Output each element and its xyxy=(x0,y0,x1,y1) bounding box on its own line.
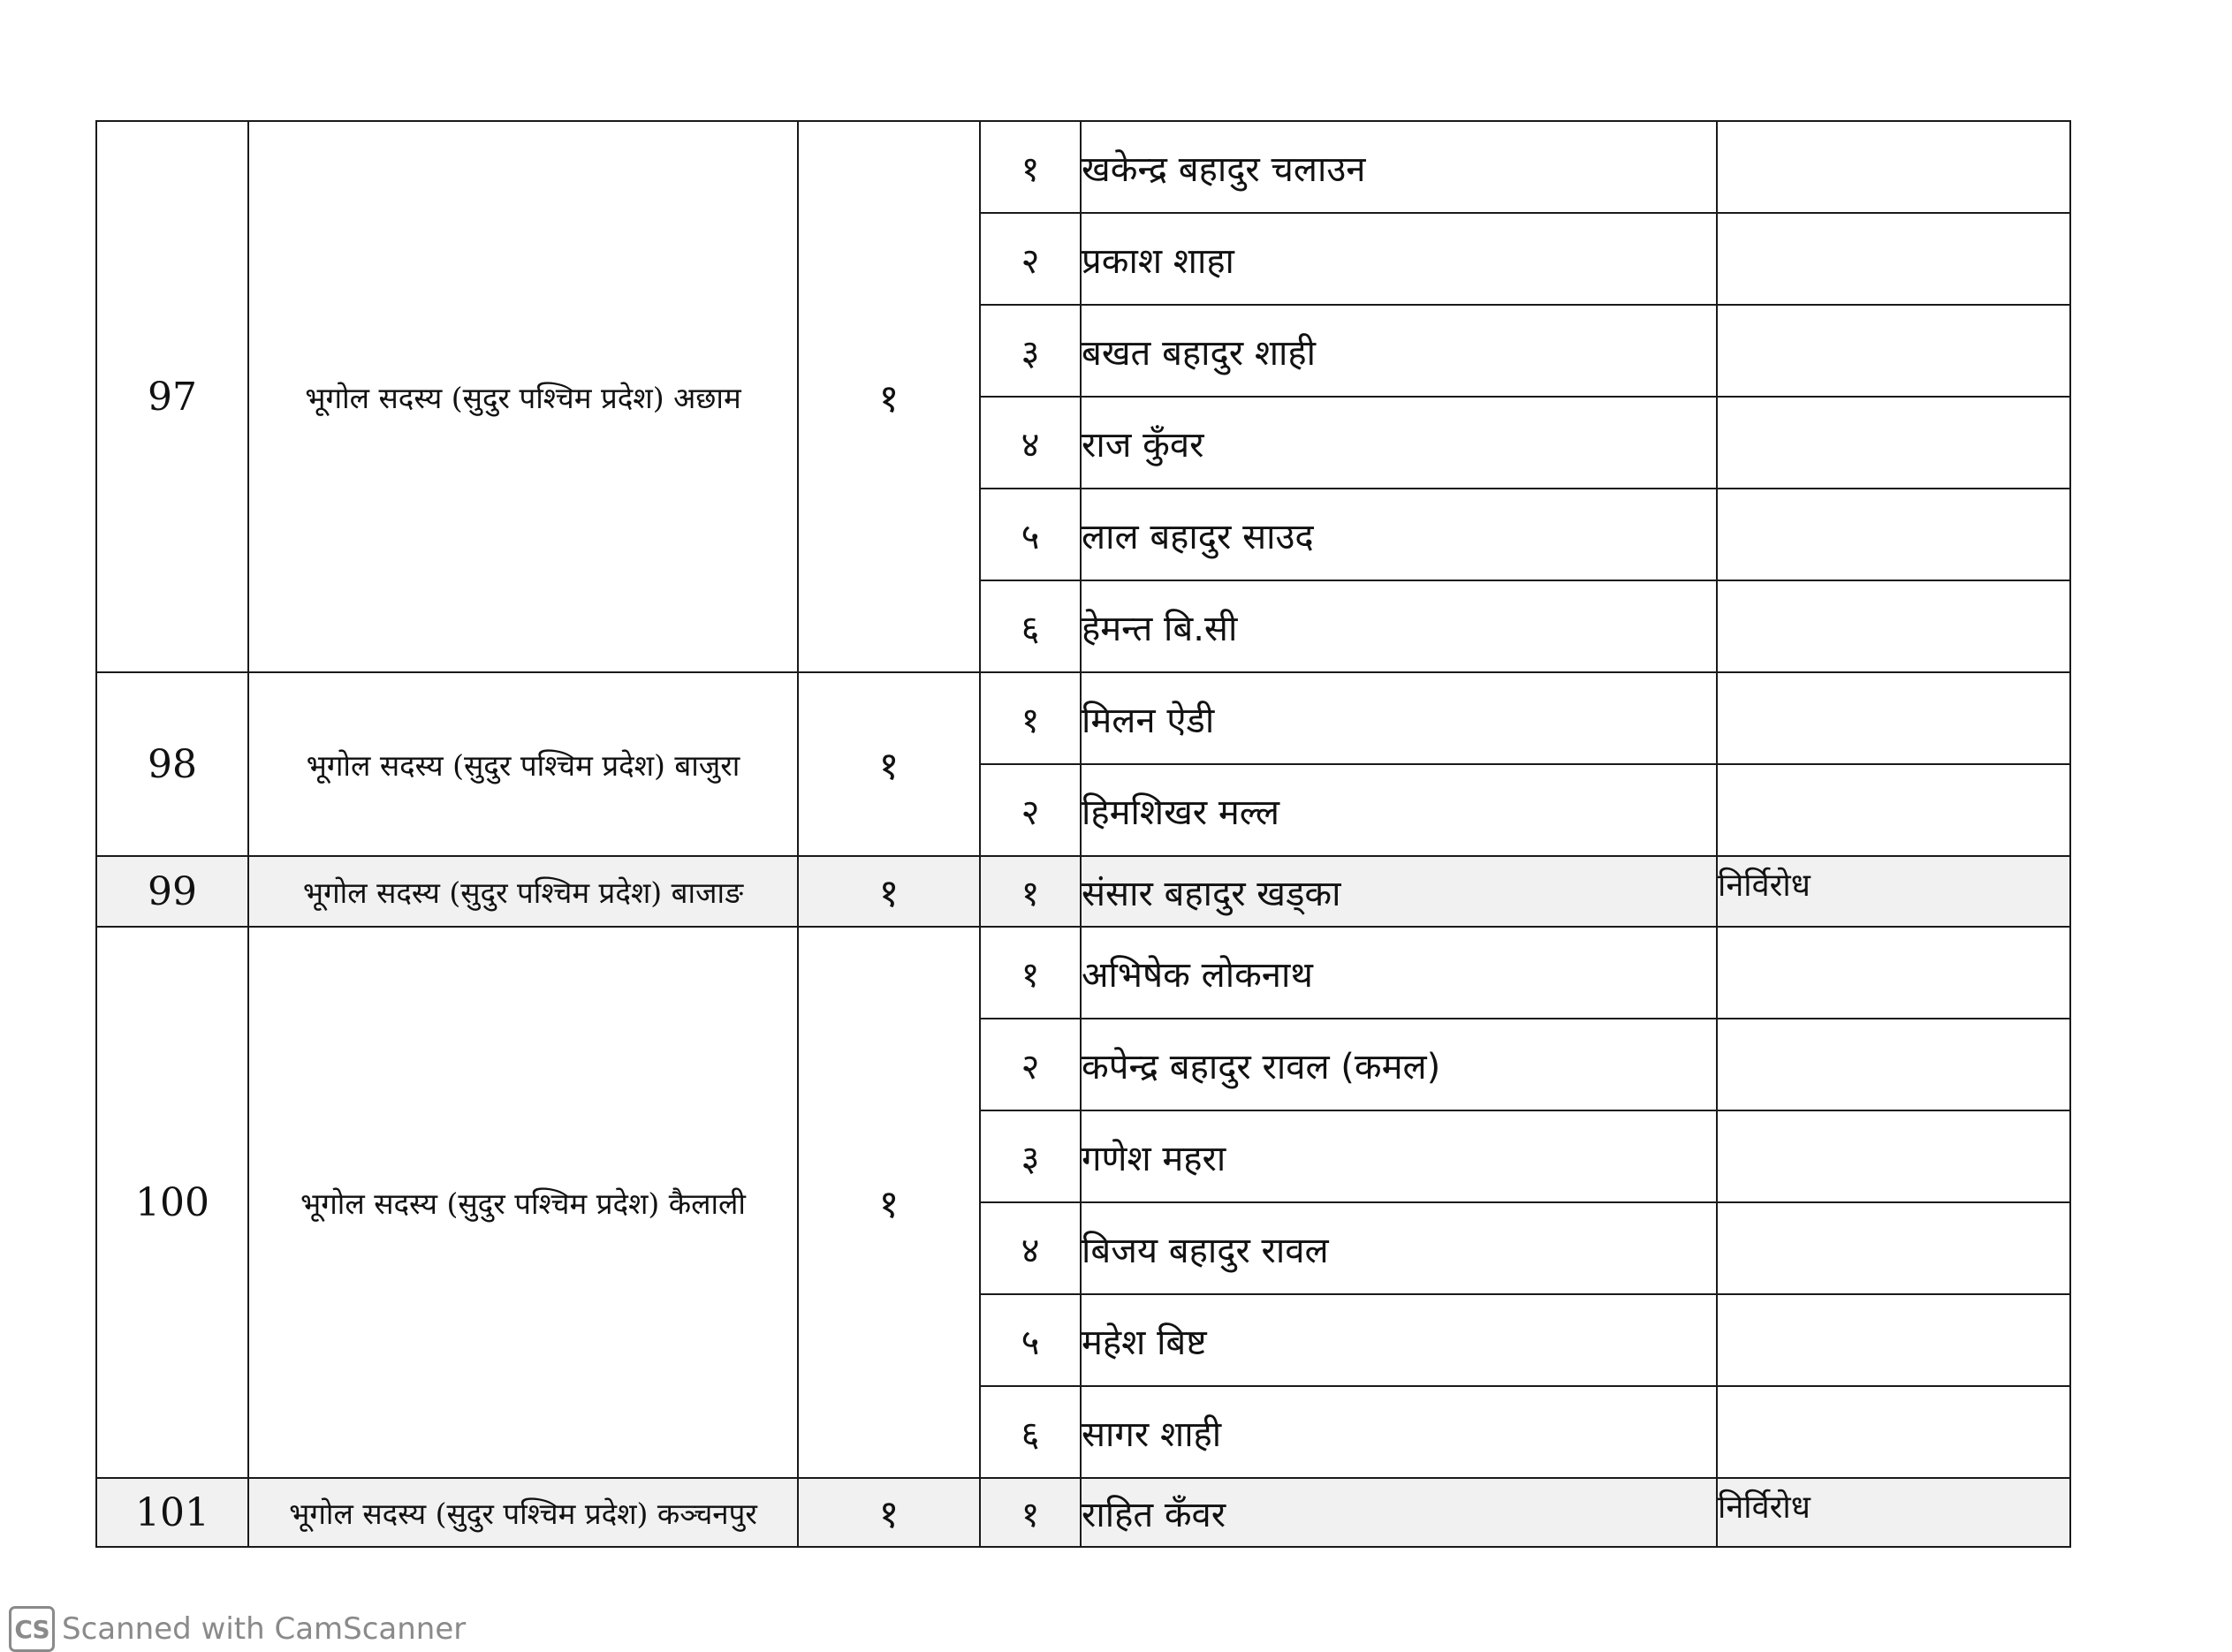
remark xyxy=(1717,213,2070,305)
constituency-name: भूगोल सदस्य (सुदुर पश्चिम प्रदेश) अछाम xyxy=(248,121,798,672)
candidate-name: अभिषेक लोकनाथ xyxy=(1081,927,1717,1019)
seat-count: १ xyxy=(798,927,980,1478)
candidate-number: ४ xyxy=(980,1202,1081,1294)
candidate-name: हेमन्त बि.सी xyxy=(1081,580,1717,672)
candidate-name: हिमशिखर मल्ल xyxy=(1081,764,1717,856)
candidate-name: राज कुँवर xyxy=(1081,397,1717,489)
candidate-name: मिलन ऐडी xyxy=(1081,672,1717,764)
table-row xyxy=(96,672,2070,764)
remark xyxy=(1717,927,2070,1019)
camscanner-logo-icon: CS xyxy=(9,1606,55,1652)
remark xyxy=(1717,397,2070,489)
candidate-number: १ xyxy=(980,121,1081,213)
candidate-number: ६ xyxy=(980,1386,1081,1478)
candidate-name: बखत बहादुर शाही xyxy=(1081,305,1717,397)
candidate-name: सागर शाही xyxy=(1081,1386,1717,1478)
candidate-number: ४ xyxy=(980,397,1081,489)
candidate-name: बिजय बहादुर रावल xyxy=(1081,1202,1717,1294)
candidate-name: खकेन्द्र बहादुर चलाउन xyxy=(1081,121,1717,213)
table-row xyxy=(96,121,2070,213)
remark: निर्विरोध xyxy=(1717,1478,2070,1547)
candidate-table xyxy=(95,120,2071,1548)
serial-number: 97 xyxy=(96,121,248,672)
candidate-number: ५ xyxy=(980,1294,1081,1386)
serial-number: 98 xyxy=(96,672,248,856)
table-row xyxy=(96,1478,2070,1547)
candidate-number: १ xyxy=(980,927,1081,1019)
constituency-name: भूगोल सदस्य (सुदुर पश्चिम प्रदेश) कैलाली xyxy=(248,927,798,1478)
constituency-name: भूगोल सदस्य (सुदुर पश्चिम प्रदेश) बाजुरा xyxy=(248,672,798,856)
serial-number: 100 xyxy=(96,927,248,1478)
seat-count: १ xyxy=(798,672,980,856)
serial-number: 99 xyxy=(96,856,248,927)
remark xyxy=(1717,580,2070,672)
remark xyxy=(1717,1202,2070,1294)
candidate-number: २ xyxy=(980,1019,1081,1110)
seat-count: १ xyxy=(798,1478,980,1547)
remark xyxy=(1717,672,2070,764)
candidate-name: राहित कँवर xyxy=(1081,1478,1717,1547)
candidate-number: ३ xyxy=(980,305,1081,397)
remark xyxy=(1717,1386,2070,1478)
candidate-name: महेश बिष्ट xyxy=(1081,1294,1717,1386)
candidate-name: लाल बहादुर साउद xyxy=(1081,489,1717,580)
remark xyxy=(1717,121,2070,213)
candidate-number: १ xyxy=(980,856,1081,927)
candidate-name: प्रकाश शाहा xyxy=(1081,213,1717,305)
candidate-number: ३ xyxy=(980,1110,1081,1202)
remark xyxy=(1717,1110,2070,1202)
seat-count: १ xyxy=(798,121,980,672)
candidate-number: २ xyxy=(980,764,1081,856)
remark xyxy=(1717,764,2070,856)
candidate-number: २ xyxy=(980,213,1081,305)
remark: निर्विरोध xyxy=(1717,856,2070,927)
candidate-number: १ xyxy=(980,1478,1081,1547)
candidate-name: कपेन्द्र बहादुर रावल (कमल) xyxy=(1081,1019,1717,1110)
candidate-number: ६ xyxy=(980,580,1081,672)
remark xyxy=(1717,1294,2070,1386)
seat-count: १ xyxy=(798,856,980,927)
remark xyxy=(1717,1019,2070,1110)
candidate-number: ५ xyxy=(980,489,1081,580)
candidate-name: गणेश महरा xyxy=(1081,1110,1717,1202)
candidate-number: १ xyxy=(980,672,1081,764)
candidate-name: संसार बहादुर खड्का xyxy=(1081,856,1717,927)
scanner-watermark xyxy=(9,1606,466,1652)
table-row xyxy=(96,856,2070,927)
remark xyxy=(1717,489,2070,580)
watermark-text: Scanned with CamScanner xyxy=(62,1611,467,1647)
serial-number: 101 xyxy=(96,1478,248,1547)
constituency-name: भूगोल सदस्य (सुदुर पश्चिम प्रदेश) बाजाङ xyxy=(248,856,798,927)
table-row xyxy=(96,927,2070,1019)
constituency-name: भूगोल सदस्य (सुदुर पश्चिम प्रदेश) कञ्चनपुर xyxy=(248,1478,798,1547)
remark xyxy=(1717,305,2070,397)
